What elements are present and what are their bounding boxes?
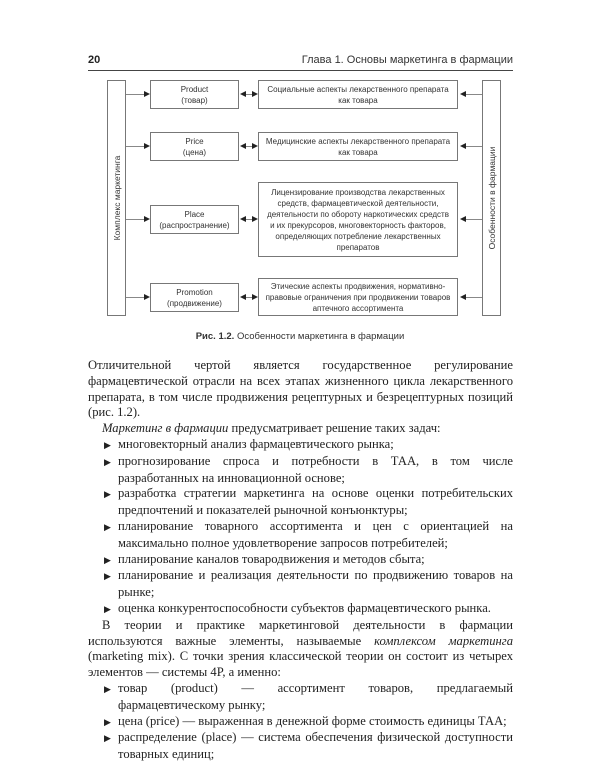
chapter-title: Глава 1. Основы маркетинга в фармации (301, 54, 513, 66)
list-item (88, 454, 513, 487)
connector-line (466, 146, 482, 147)
element-translation: (товар) (181, 95, 208, 105)
bullet-icon: ▶ (104, 456, 111, 467)
list-item-text: планирование каналов товародвижения и методов сбыта; (118, 551, 425, 566)
aspect-line: и их прекурсоров, многовекторность факторов, (270, 220, 446, 230)
bullet-icon: ▶ (104, 521, 111, 532)
list-item (88, 568, 513, 601)
list-item (88, 714, 513, 731)
list-item (88, 681, 513, 714)
list-item (88, 486, 513, 519)
aspect-box-ethics (258, 278, 458, 316)
left-column-marketing-mix (107, 80, 126, 316)
bullet-icon: ▶ (104, 603, 111, 614)
element-box-promotion (150, 283, 239, 312)
element-translation: (продвижение) (167, 298, 222, 308)
marketing-diagram (0, 0, 600, 330)
connector-line (126, 94, 144, 95)
aspect-line: определяющих потребление лекарственных (275, 231, 441, 241)
figure-caption (0, 331, 600, 342)
list-item-text: планирование и реализация деятельности по продвижению товаров на рынке; (118, 568, 513, 600)
list-item-text: планирование товарного ассортимента и цен с ориентацией на максимально полное удовлетворение запросов потребителей; (118, 518, 513, 550)
body-text (88, 358, 513, 763)
list-item (88, 730, 513, 763)
paragraph-text: В теории и практике маркетинговой деятельности в фармации используются важные элементы, называемые (88, 617, 513, 648)
connector-line (466, 219, 482, 220)
paragraph-regulation: Отличительной чертой является государственное регулирование фармацевтической отрасли на всех этапах жизненного цикла лекарственного препарата, в том числе продвижения рецептурных и безрецептурных позиций (рис. 1.2). (88, 358, 513, 420)
right-column-pharmacy-features (482, 80, 501, 316)
figure-label: Рис. 1.2. (195, 331, 235, 342)
paragraph-tasks-intro (88, 421, 513, 437)
left-column-label: Комплекс маркетинга (111, 155, 122, 241)
list-item-text: распределение (place) — система обеспечения физической доступности товарных единиц; (118, 730, 513, 762)
aspect-line: аптечного ассортимента (312, 303, 404, 313)
aspect-line: Этические аспекты продвижения, нормативно- (270, 281, 446, 291)
element-name: Product (180, 84, 209, 94)
aspect-line: деятельности по обороту наркотических средств (267, 209, 449, 219)
aspect-box-medical (258, 132, 458, 161)
list-item (88, 601, 513, 618)
right-column-label: Особенности в фармации (486, 146, 497, 250)
element-box-price (150, 132, 239, 161)
aspect-line: Социальные аспекты лекарственного препарата (267, 84, 449, 94)
aspect-line: препаратов (336, 242, 380, 252)
list-item-text: прогнозирование спроса и потребности в ТАА, в том числе разработанных на инновационной основе; (118, 453, 513, 485)
connector-line (466, 94, 482, 95)
bullet-icon: ▶ (104, 683, 111, 694)
list-item-text: разработка стратегии маркетинга на основе оценки потребительских предпочтений и показателей рыночной конъюнктуры; (118, 486, 513, 518)
element-name: Price (185, 136, 204, 146)
element-name: Promotion (176, 287, 213, 297)
bullet-icon: ▶ (104, 716, 111, 727)
list-item (88, 552, 513, 569)
aspect-box-licensing (258, 182, 458, 257)
element-name: Place (184, 209, 205, 219)
bullet-icon: ▶ (104, 554, 111, 565)
bullet-icon: ▶ (104, 571, 111, 582)
list-item (88, 437, 513, 454)
list-item-text: товар (product) — ассортимент товаров, предлагаемый фармацевтическому рынку; (118, 680, 513, 712)
italic-term: комплексом маркетинга (374, 633, 513, 648)
italic-term: Маркетинг в фармации (102, 421, 229, 436)
paragraph-text: (marketing mix). С точки зрения классической теории он состоит из четырех элементов — системы 4P, а именно: (88, 649, 513, 680)
aspect-line: средств, фармацевтической деятельности, (277, 198, 439, 208)
connector-line (466, 297, 482, 298)
page-number: 20 (88, 54, 101, 66)
list-item-text: оценка конкурентоспособности субъектов фармацевтического рынка. (118, 600, 491, 615)
paragraph-text: предусматривает решение таких задач: (228, 421, 441, 436)
aspect-line: правовые ограничения при продвижении товаров (265, 292, 451, 302)
element-box-place (150, 205, 239, 234)
list-item (88, 519, 513, 552)
list-item-text: цена (price) — выраженная в денежной форме стоимость единицы ТАА; (118, 713, 507, 728)
figure-title: Особенности маркетинга в фармации (234, 331, 405, 342)
connector-line (126, 297, 144, 298)
paragraph-marketing-mix (88, 618, 513, 681)
element-translation: (цена) (182, 147, 207, 157)
connector-line (126, 219, 144, 220)
bullet-icon: ▶ (104, 733, 111, 744)
bullet-icon: ▶ (104, 489, 111, 500)
element-translation: (распространение) (159, 220, 230, 230)
bullet-icon: ▶ (104, 439, 111, 450)
aspect-box-social (258, 80, 458, 109)
list-item-text: многовекторный анализ фармацевтического рынка; (118, 436, 394, 451)
element-box-product (150, 80, 239, 109)
aspect-line: как товара (338, 147, 378, 157)
aspect-line: Медицинские аспекты лекарственного препарата (265, 136, 451, 146)
aspect-line: Лицензирование производства лекарственных (271, 187, 445, 197)
connector-line (126, 146, 144, 147)
aspect-line: как товара (338, 95, 378, 105)
